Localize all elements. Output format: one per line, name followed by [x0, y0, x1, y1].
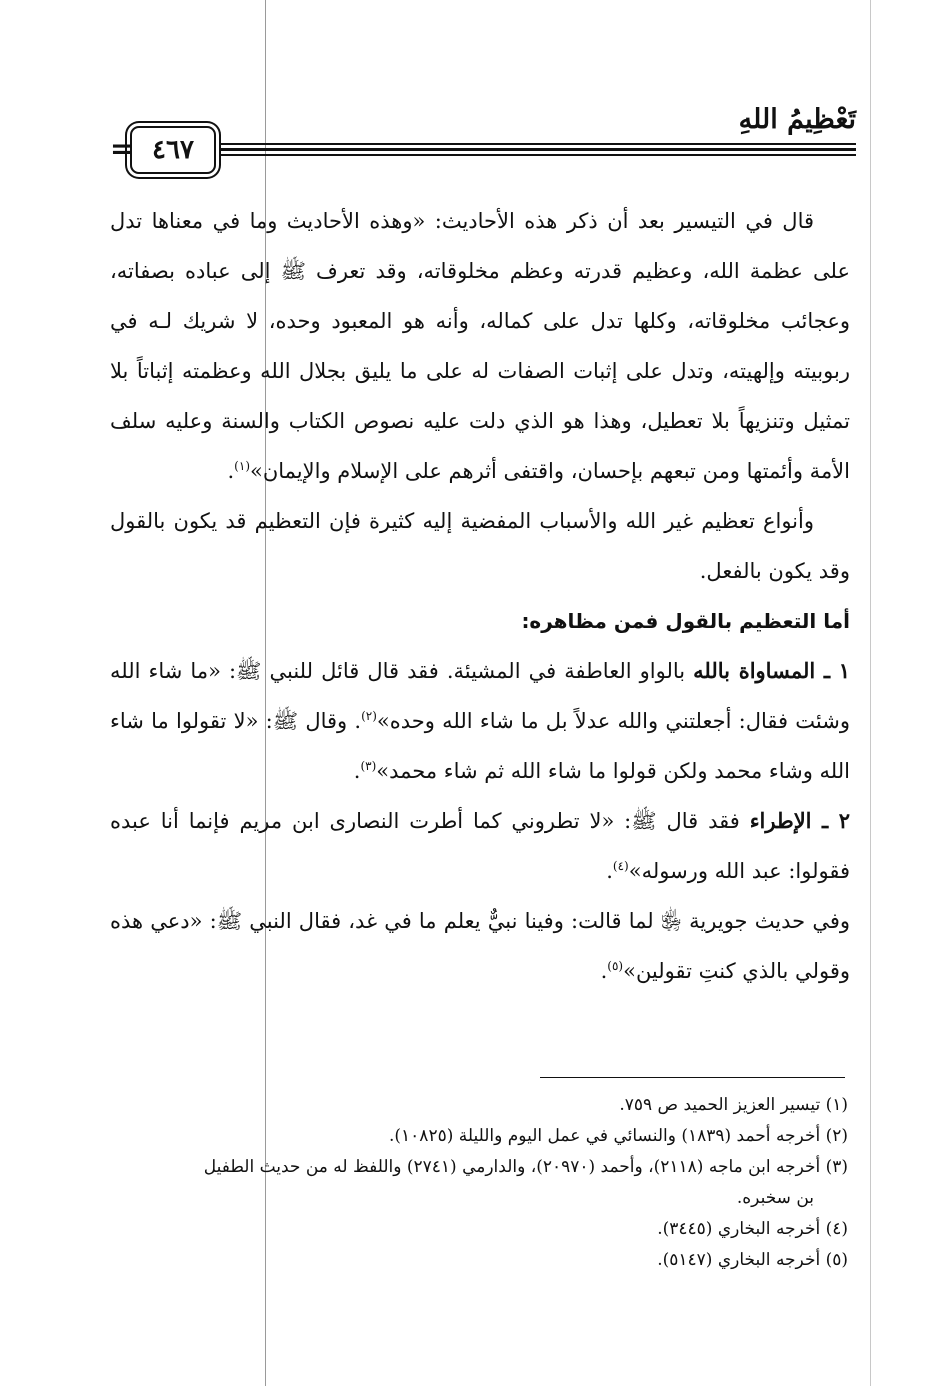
footnote-4: (٤) أخرجه البخاري (٣٤٤٥). [657, 1219, 848, 1239]
item-2: ٢ ـ الإطراء فقد قال ﷺ: «لا تطروني كما أطرت النصارى ابن مريم فإنما أنا عبده فقولوا: عبد الله ورسوله»$^{(٤)}$. [110, 808, 850, 883]
footnote-ref-3: (٣) [360, 759, 377, 773]
footnote-2: (٢) أخرجه أحمد (١٨٣٩) والنسائي في عمل اليوم والليلة (١٠٨٢٥). [389, 1126, 848, 1146]
footnote-5: (٥) أخرجه البخاري (٥١٤٧). [657, 1250, 848, 1270]
footnote-ref-1: (١) [234, 459, 250, 473]
header-left-mark: = [110, 132, 134, 165]
footnote-ref-5: (٥) [607, 959, 624, 973]
footnote-ref-4: (٤) [612, 859, 629, 873]
paragraph-2: وأنواع تعظيم غير الله والأسباب المفضية إليه كثيرة فإن التعظيم قد يكون بالقول وقد يكون بالفعل. [110, 509, 850, 583]
footnotes [108, 1090, 848, 1276]
footnote-separator [540, 1077, 845, 1078]
header-title: تَعْظِيمُ اللهِ [738, 104, 856, 135]
item-2-lead: ٢ ـ الإطراء [749, 808, 850, 833]
section-heading: أما التعظيم بالقول فمن مظاهره: [521, 609, 850, 633]
page-header [110, 100, 856, 180]
footnote-1: (١) تيسير العزيز الحميد ص ٧٥٩. [619, 1095, 848, 1115]
header-rules [218, 143, 856, 159]
footnote-ref-2: (٢) [361, 709, 377, 723]
scan-edge-line [870, 0, 871, 1386]
page-number: ٤٦٧ [130, 126, 216, 174]
item-1: ١ ـ المساواة بالله بالواو العاطفة في المشيئة. فقد قال قائل للنبي ﷺ: «ما شاء الله وشئت فقال: أجعلتني والله عدلاً بل ما شاء الله وحده»$^{(٢)}$. وقال ﷺ: «لا تقولوا ما شاء الله وشاء محمد ولكن قولوا ما شاء الله ثم شاء محمد»$^{(٣)}$. [110, 658, 851, 783]
item-1-lead: ١ ـ المساواة بالله [693, 658, 851, 683]
paragraph-1: قال في التيسير بعد أن ذكر هذه الأحاديث: «وهذه الأحاديث وما في معناها تدل على عظمة الله، وعظيم قدرته وعظم مخلوقاته، وقد تعرف ﷺ إلى عباده بصفاته، وعجائب مخلوقاته، وكلها تدل على كماله، وأنه هو المعبود وحده، لا شريك لـه في ربوبيته وإلهيته، وتدل على إثبات الصفات له على ما يليق بجلال الله وعظمته إثباتاً بلا تمثيل وتنزيهاً بلا تعطيل، وهذا هو الذي دلت عليه نصوص الكتاب والسنة وعليه سلف الأمة وأئمتها ومن تبعهم بإحسان، واقتفى أثرهم على الإسلام والإيمان»$^{(١)}$. [110, 209, 850, 483]
paragraph-last: وفي حديث جويرية ﵂ لما قالت: وفينا نبيٌّ يعلم ما في غد، فقال النبي ﷺ: «دعي هذه وقولي بالذي كنتِ تقولين»$^{(٥)}$. [110, 909, 850, 983]
footnote-3: (٣) أخرجه ابن ماجه (٢١١٨)، وأحمد (٢٠٩٧٠)، والدارمي (٢٧٤١) واللفظ له من حديث الطفيل [203, 1157, 848, 1177]
main-text [110, 196, 850, 996]
footnote-3-continuation: بن سخبره. [736, 1188, 814, 1208]
